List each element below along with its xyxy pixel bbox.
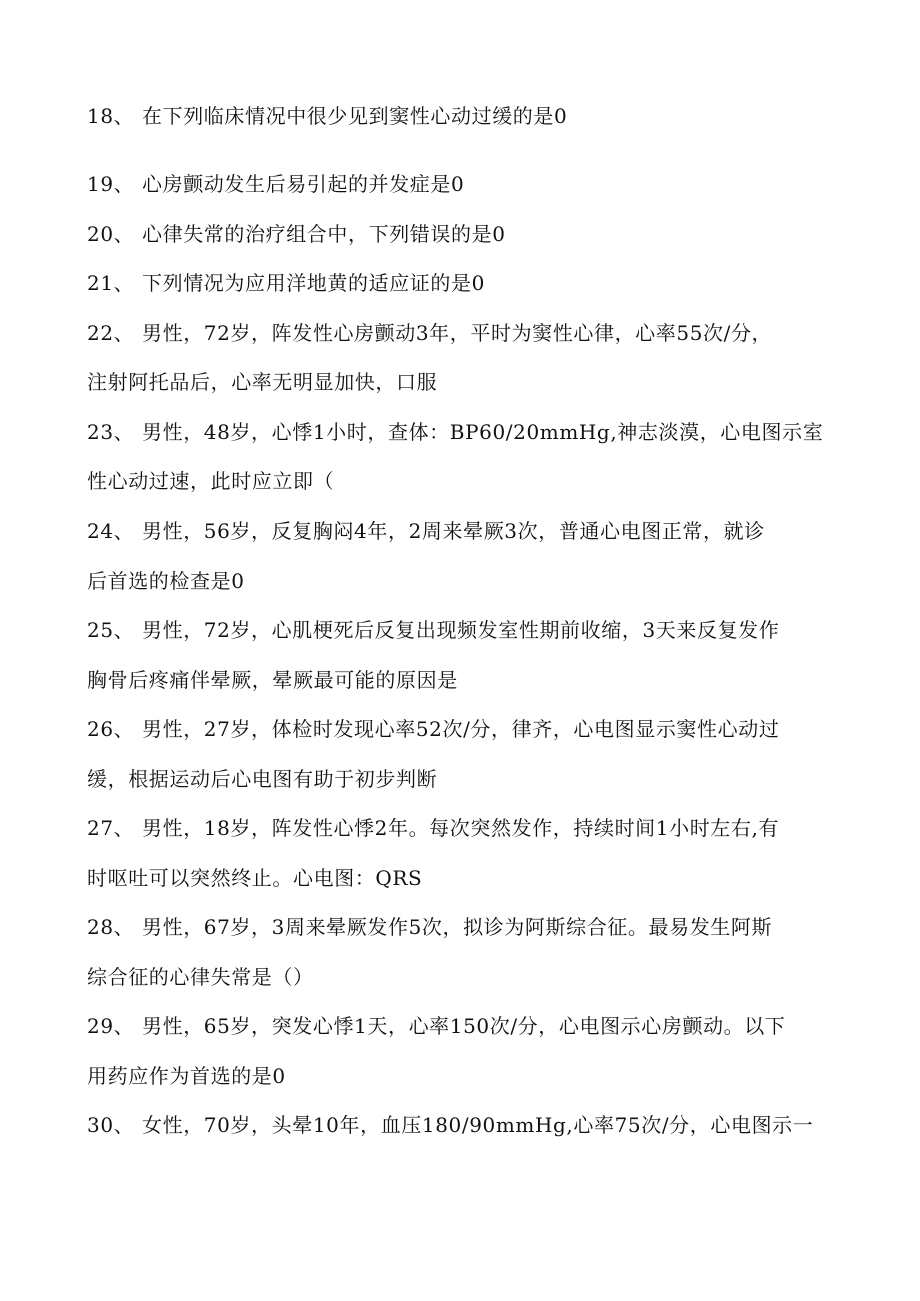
question-text: 男性，18岁，阵发性心悸2年。每次突然发作，持续时间1小时左右,有 [142, 816, 780, 840]
question-text: 男性，72岁，心肌梗死后反复出现频发室性期前收缩，3天来反复发作 [142, 618, 780, 642]
question-number: 26、 [87, 717, 135, 741]
question-text: 心房颤动发生后易引起的并发症是0 [142, 172, 465, 196]
question-number: 23、 [87, 420, 135, 444]
question-text: 女性，70岁，头晕10年，血压180/90mmHg,心率75次/分，心电图示一 [142, 1113, 814, 1137]
question-text: 男性，27岁，体检时发现心率52次/分，律齐，心电图显示窦性心动过 [142, 717, 780, 741]
question-21 [87, 271, 485, 295]
question-text: 男性，48岁，心悸1小时，查体：BP60/20mmHg,神志淡漠，心电图示室 [142, 420, 824, 444]
question-text: 男性，56岁，反复胸闷4年，2周来晕厥3次，普通心电图正常，就诊 [142, 519, 765, 543]
question-text: 心律失常的治疗组合中，下列错误的是0 [142, 222, 506, 246]
question-number: 19、 [87, 172, 135, 196]
question-text: 男性，67岁，3周来晕厥发作5次，拟诊为阿斯综合征。最易发生阿斯 [142, 915, 773, 939]
question-26 [87, 717, 779, 741]
question-29 [87, 1014, 786, 1038]
question-25 [87, 618, 779, 642]
question-number: 27、 [87, 816, 135, 840]
question-19 [87, 172, 464, 196]
question-number: 25、 [87, 618, 135, 642]
question-number: 30、 [87, 1113, 135, 1137]
question-23 [87, 420, 823, 444]
question-26-continuation: 缓，根据运动后心电图有助于初步判断 [87, 767, 438, 791]
question-28 [87, 915, 772, 939]
question-27-continuation: 时呕吐可以突然终止。心电图：QRS [87, 866, 423, 890]
question-20 [87, 222, 506, 246]
question-25-continuation: 胸骨后疼痛伴晕厥，晕厥最可能的原因是 [87, 668, 458, 692]
question-22 [87, 321, 772, 345]
question-number: 18、 [87, 104, 135, 128]
question-24 [87, 519, 765, 543]
question-number: 21、 [87, 271, 135, 295]
question-number: 20、 [87, 222, 135, 246]
question-23-continuation: 性心动过速，此时应立即（ [87, 469, 335, 493]
question-29-continuation: 用药应作为首选的是0 [87, 1064, 286, 1088]
question-30 [87, 1113, 813, 1137]
question-28-continuation: 综合征的心律失常是（） [87, 965, 314, 989]
question-text: 男性，72岁，阵发性心房颤动3年，平时为窦性心律，心率55次/分， [142, 321, 773, 345]
question-number: 24、 [87, 519, 135, 543]
question-number: 28、 [87, 915, 135, 939]
question-text: 在下列临床情况中很少见到窦性心动过缓的是0 [142, 104, 568, 128]
question-number: 22、 [87, 321, 135, 345]
question-number: 29、 [87, 1014, 135, 1038]
question-27 [87, 816, 779, 840]
question-24-continuation: 后首选的检查是0 [87, 569, 245, 593]
question-18 [87, 104, 567, 128]
question-text: 下列情况为应用洋地黄的适应证的是0 [142, 271, 485, 295]
question-text: 男性，65岁，突发心悸1天，心率150次/分，心电图示心房颤动。以下 [142, 1014, 786, 1038]
question-22-continuation: 注射阿托品后，心率无明显加快，口服 [87, 370, 438, 394]
